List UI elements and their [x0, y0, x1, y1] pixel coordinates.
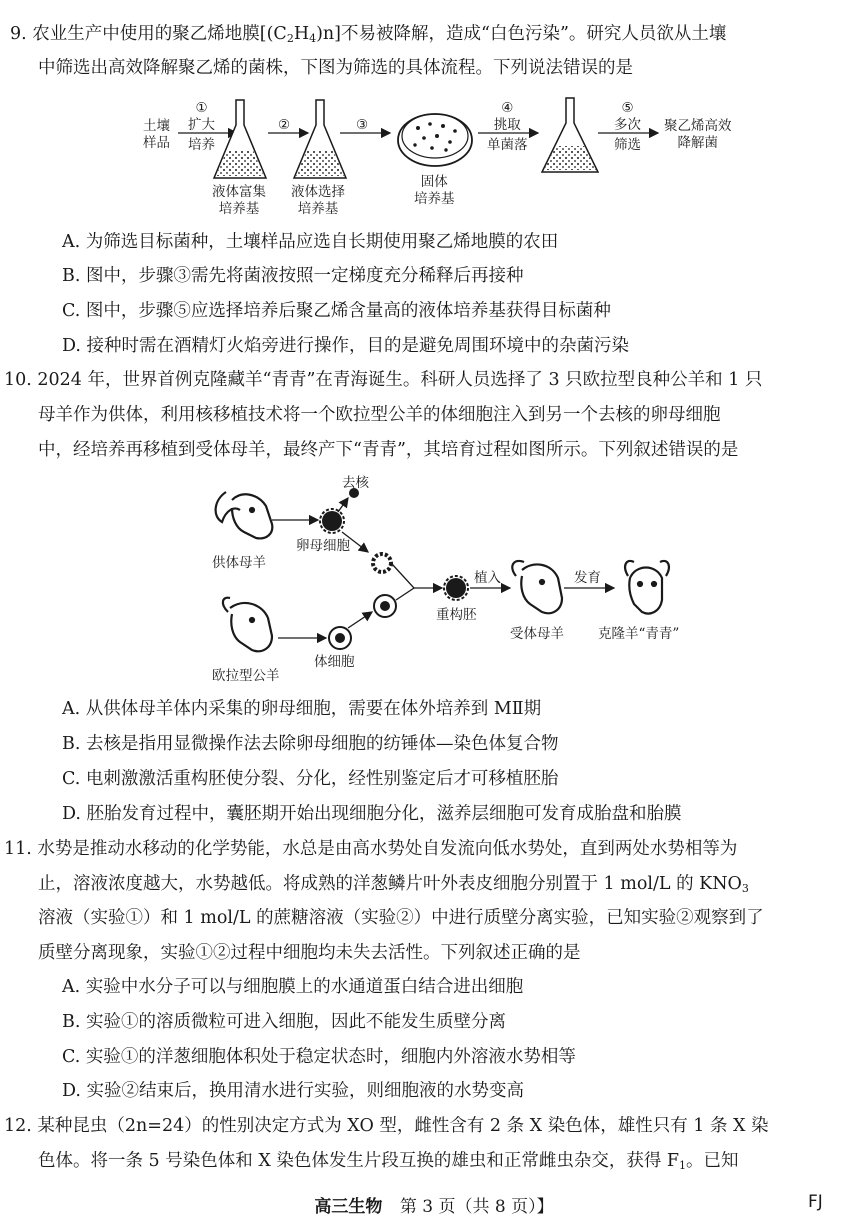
step3-label: ③ — [356, 117, 369, 133]
enucleated-oocyte-icon — [373, 554, 391, 572]
soil-sample-label: 土壤 样品 — [143, 118, 170, 151]
q10-option-b: B. 去核是指用显微操作法去除卵母细胞的纺锤体—染色体复合物 — [62, 734, 559, 754]
q10-stem-line-2: 母羊作为供体，利用核移植技术将一个欧拉型公羊的体细胞注入到另一个去核的卵母细胞 — [38, 405, 721, 425]
footer-tag: FJ — [808, 1192, 823, 1212]
q9-option-c: C. 图中，步骤⑤应选择培养后聚乙烯含量高的液体培养基获得目标菌种 — [62, 301, 611, 321]
step1-label: ① 扩大 培养 — [188, 100, 215, 153]
q11-stem-line-3: 溶液（实验①）和 1 mol/L 的蔗糖溶液（实验②）中进行质壁分离实验，已知实验②观察到了 — [38, 908, 764, 928]
ram-icon — [223, 598, 272, 652]
footer-subject: 高三生物 — [314, 1197, 383, 1217]
q9-option-a: A. 为筛选目标菌种，土壤样品应选自长期使用聚乙烯地膜的农田 — [62, 232, 559, 252]
enucleate-label: 去核 — [342, 475, 369, 491]
fused-cell-icon — [374, 595, 396, 617]
q10-stem-line-1: 10. 2024 年，世界首例克隆藏羊“青青”在青海诞生。科研人员选择了 3 只欧拉型良种公羊和 1 只 — [4, 370, 763, 390]
clone-lamb-icon — [625, 561, 669, 614]
result-label: 聚乙烯高效 降解菌 — [664, 118, 732, 151]
clone-label: 克隆羊“青青” — [598, 626, 680, 642]
reconstructed-embryo-icon — [444, 576, 468, 600]
q11-stem-line-4: 质壁分离现象，实验①②过程中细胞均未失去活性。下列叙述正确的是 — [38, 943, 581, 963]
step2-label: ② — [278, 117, 291, 133]
flask2-label: 液体选择 培养基 — [291, 184, 345, 217]
q10-option-a: A. 从供体母羊体内采集的卵母细胞，需要在体外培养到 MⅡ期 — [62, 699, 542, 719]
footer-page: 第 3 页（共 8 页）】 — [399, 1197, 554, 1217]
q9-stem-line-1: 9. 农业生产中使用的聚乙烯地膜$[(C_2H_4)n]$不易被降解，造成“白色污染”。研究人员欲从土壤 — [10, 24, 727, 45]
flask1-label: 液体富集 培养基 — [212, 184, 266, 217]
q10-option-d: D. 胚胎发育过程中，囊胚期开始出现细胞分化，滋养层细胞可发育成胎盘和胎膜 — [62, 804, 682, 824]
q9-option-d: D. 接种时需在酒精灯火焰旁进行操作，目的是避免周围环境中的杂菌污染 — [62, 336, 630, 356]
q12-stem-line-1: 12. 某种昆虫（2n=24）的性别决定方式为 XO 型，雌性含有 2 条 X 染色体，雄性只有 1 条 X 染 — [4, 1116, 769, 1136]
dish-label: 固体 培养基 — [414, 174, 455, 207]
q11-option-b: B. 实验①的溶质微粒可进入细胞，因此不能发生质壁分离 — [62, 1012, 506, 1032]
q11-option-a: A. 实验中水分子可以与细胞膜上的水通道蛋白结合进出细胞 — [62, 977, 524, 997]
q9-option-b: B. 图中，步骤③需先将菌液按照一定梯度充分稀释后再接种 — [62, 266, 524, 286]
q11-option-c: C. 实验①的洋葱细胞体积处于稳定状态时，细胞内外溶液水势相等 — [62, 1047, 576, 1067]
q11-stem-line-1: 11. 水势是推动水移动的化学势能，水总是由高水势处自发流向低水势处，直到两处水势相等为 — [4, 839, 738, 859]
oocyte-icon — [320, 509, 344, 533]
q10-stem-line-3: 中，经培养再移植到受体母羊，最终产下“青青”，其培育过程如图所示。下列叙述错误的是 — [38, 440, 739, 460]
recipient-label: 受体母羊 — [510, 626, 564, 642]
page-footer — [0, 1192, 868, 1217]
implant-label: 植入 — [474, 570, 501, 586]
recipient-ewe-icon — [512, 561, 562, 613]
somatic-label: 体细胞 — [314, 654, 355, 670]
somatic-cell-icon — [329, 627, 351, 649]
q9-stem-line-2: 中筛选出高效降解聚乙烯的菌株，下图为筛选的具体流程。下列说法错误的是 — [38, 58, 633, 78]
step4-label: ④ 挑取 单菌落 — [487, 100, 528, 153]
q10-option-c: C. 电刺激激活重构胚使分裂、分化，经性别鉴定后才可移植胚胎 — [62, 769, 559, 789]
develop-label: 发育 — [574, 570, 601, 586]
q11-stem-line-2: 止，溶液浓度越大，水势越低。将成熟的洋葱鳞片叶外表皮细胞分别置于 1 mol/L 的 $KNO_3$ — [38, 874, 749, 895]
oocyte-label: 卵母细胞 — [296, 538, 350, 554]
embryo-label: 重构胚 — [436, 607, 477, 623]
step5-label: ⑤ 多次 筛选 — [614, 100, 641, 153]
q12-stem-line-2: 色体。将一条 5 号染色体和 X 染色体发生片段互换的雄虫和正常雌虫杂交，获得 $F_1$。已知 — [38, 1151, 739, 1172]
q11-option-d: D. 实验②结束后，换用清水进行实验，则细胞液的水势变高 — [62, 1081, 525, 1101]
ram-label: 欧拉型公羊 — [212, 668, 280, 684]
donor-ewe-icon — [216, 492, 273, 538]
donor-ewe-label: 供体母羊 — [212, 555, 266, 571]
